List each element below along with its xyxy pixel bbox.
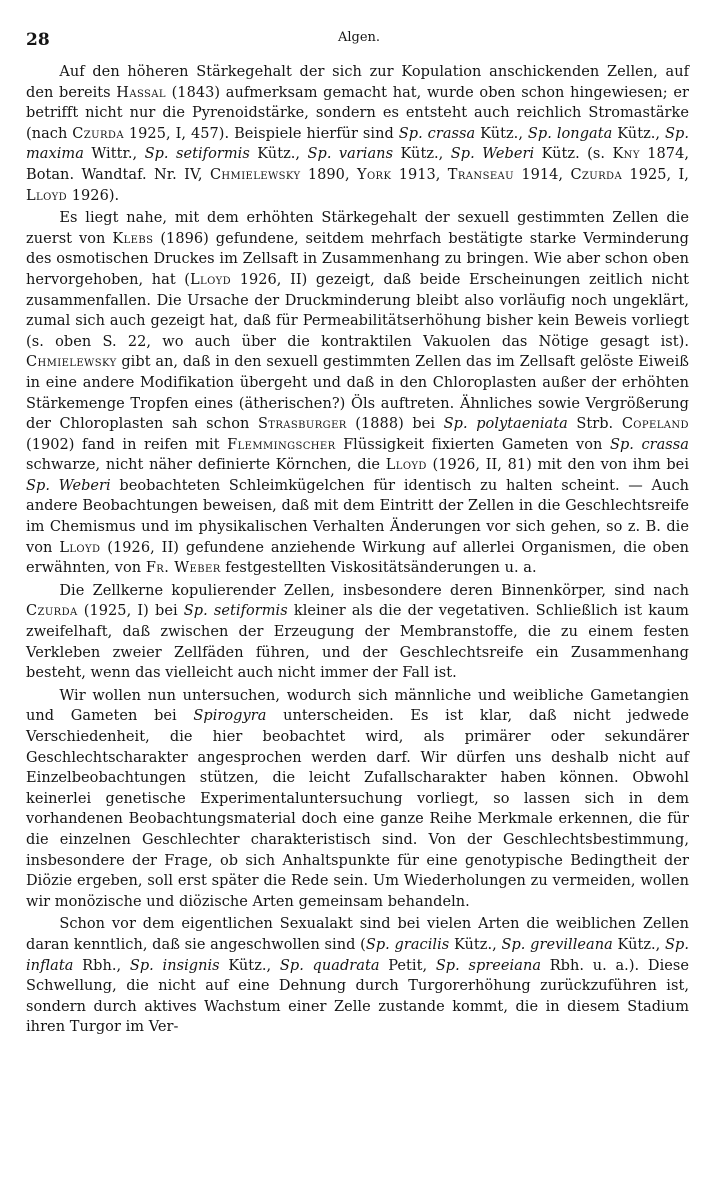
- text-run: 1925, I, 457). Beispiele hierfür sind: [123, 125, 399, 142]
- text-run: beobachteten Schleimkügelchen für identisch zu halten scheint. — Auch andere Beobachtungen beweisen, daß mit dem Eintritt der Zellen in die Geschlechtsreife im Chemismus und im physikalischen Verhalten Änderungen vor sich gehen, so z. B. die von: [26, 477, 690, 556]
- text-run: Rbh. u. a.). Diese Schwellung, die nicht auf eine Dehnung durch Turgorerhöhung zurückzuführen ist, sondern durch aktives Wachstum einer Zelle zustande kommt, die in diesem Stadium ihren Turgor im Ver-: [26, 957, 690, 1036]
- text-run: Kütz. (s.: [534, 146, 613, 163]
- species-name: Sp. insignis: [129, 957, 220, 974]
- paragraph-4: [26, 686, 689, 913]
- text-run: Wittr.,: [83, 146, 145, 163]
- species-name: Sp. crassa: [609, 436, 689, 453]
- text-run: 1925, I,: [622, 166, 689, 183]
- text-run: 1926).: [67, 187, 120, 204]
- species-name: Sp. setiformis: [144, 146, 250, 163]
- species-name: Sp. Weberi: [26, 477, 111, 494]
- author-name: Chmielewsky: [209, 166, 301, 183]
- author-name: Fr. Weber: [145, 560, 221, 577]
- species-name: Sp. longata: [527, 125, 613, 142]
- body-text: [26, 62, 689, 1038]
- text-run: 1913,: [391, 166, 448, 183]
- text-run: (1896) gefundene, seitdem mehrfach bestätigte starke Verminderung des osmotischen Druckes im Zellsaft in Zusammenhang zu bringen. Wie aber schon oben hervorgehoben, hat (: [26, 230, 689, 288]
- text-run: Kütz.,: [612, 125, 666, 142]
- author-name: Kny: [612, 146, 640, 163]
- author-name: Czurda: [26, 603, 78, 620]
- author-name: Lloyd: [26, 187, 68, 204]
- text-run: (1926, II, 81) mit den von ihm bei: [426, 457, 690, 474]
- text-run: Kütz.,: [393, 146, 451, 163]
- text-run: Schon vor dem eigentlichen Sexualakt sind bei vielen Arten die weiblichen Zellen daran kenntlich, daß sie angeschwollen sind (: [26, 916, 689, 953]
- author-name: Hassal: [116, 84, 166, 101]
- author-name: Flemmingscher: [227, 436, 336, 453]
- species-name: Sp. varians: [307, 146, 394, 163]
- text-run: Kütz.,: [475, 125, 528, 142]
- text-run: Kütz.,: [449, 936, 502, 953]
- text-run: (1888) bei: [346, 416, 444, 433]
- page-header: [26, 26, 692, 50]
- author-name: Transeau: [447, 166, 514, 183]
- text-run: (1926, II) gefundene anziehende Wirkung auf allerlei Organismen, die oben erwähnten, von: [26, 539, 689, 577]
- text-run: Rbh.,: [73, 957, 130, 974]
- text-run: (1925, I) bei: [77, 603, 184, 620]
- page-number: 28: [26, 30, 50, 50]
- author-name: Czurda: [570, 166, 623, 183]
- author-name: Chmielewsky: [26, 354, 117, 371]
- text-run: 1890,: [300, 166, 357, 183]
- author-name: York: [356, 166, 392, 183]
- species-name: Sp. setiformis: [183, 603, 288, 620]
- species-name: Sp. inflata: [26, 936, 690, 974]
- text-run: (1902) fand in reifen mit: [26, 436, 228, 453]
- text-run: gibt an, daß in den sexuell gestimmten Zellen das im Zellsaft gelöste Eiweiß in eine andere Modifikation übergeht und daß in den Chloroplasten außer der erhöhten Stärkemenge Tropfen eines (ätherischen?) Öls auftreten. Ähnliches sowie Vergrößerung der Chloroplasten sah schon: [26, 354, 689, 433]
- text-run: schwarze, nicht näher definierte Körnchen, die: [26, 457, 386, 474]
- species-name: Sp. maxima: [26, 125, 689, 163]
- species-name: Sp. spreeiana: [435, 957, 542, 974]
- author-name: Klebs: [112, 230, 154, 247]
- text-run: Wir wollen nun untersuchen, wodurch sich männliche und weibliche Gametangien und Gameten bei: [26, 687, 689, 725]
- paragraph-3: [26, 581, 689, 684]
- species-name: Spirogyra: [193, 708, 267, 725]
- running-title: Algen.: [337, 30, 381, 45]
- species-name: Sp. grevilleana: [501, 936, 613, 953]
- species-name: Sp. crassa: [398, 125, 476, 142]
- paragraph-2: [26, 208, 689, 579]
- author-name: Copeland: [621, 416, 689, 433]
- author-name: Lloyd: [190, 271, 232, 288]
- author-name: Lloyd: [385, 457, 427, 474]
- text-run: (1843) aufmerksam gemacht hat, wurde oben schon hingewiesen; er betrifft nicht nur die Pyrenoidstärke, sondern es entsteht auch reichlich Stromastärke (nach: [26, 84, 689, 142]
- species-name: Sp. polytaeniata: [443, 416, 568, 433]
- text-run: Kütz.,: [612, 936, 666, 953]
- species-name: Sp. Weberi: [450, 146, 535, 163]
- author-name: Strasburger: [257, 416, 347, 433]
- text-run: Kütz.,: [249, 146, 308, 163]
- paragraph-5: [26, 914, 689, 1038]
- text-run: Petit,: [379, 957, 436, 974]
- text-run: Die Zellkerne kopulierender Zellen, insbesondere deren Binnenkörper, sind nach: [59, 582, 689, 599]
- text-run: festgestellten Viskositätsänderungen u. a.: [220, 560, 537, 577]
- text-run: 1874, Botan. Wandtaf. Nr. IV,: [26, 146, 690, 183]
- text-run: Strb.: [567, 416, 622, 433]
- text-run: Kütz.,: [219, 957, 280, 974]
- text-run: Flüssigkeit fixierten Gameten von: [335, 436, 610, 453]
- text-run: Auf den höheren Stärkegehalt der sich zur Kopulation anschickenden Zellen, auf den bereits: [26, 64, 689, 101]
- author-name: Lloyd: [59, 539, 101, 556]
- text-run: kleiner als die der vegetativen. Schließlich ist kaum zweifelhaft, daß zwischen der Erzeugung der Membranstoffe, die zu einem festen Verkleben zweier Zellfäden führen, und der Geschlechtsreife ein Zusammenhang besteht, wenn das vielleicht auch nicht immer der Fall ist.: [26, 603, 689, 682]
- text-run: unterscheiden. Es ist klar, daß nicht jedwede Verschiedenheit, die hier beobachtet wird, als primärer oder sekundärer Geschlechtscharakter angesprochen werden darf. Wir dürfen uns deshalb nicht auf Einzelbeobachtungen stützen, die leicht Zufallscharakter haben können. Obwohl keinerlei genetische Experimentaluntersuchung vorliegt, so lassen sich in dem vorhandenen Beobachtungsmaterial doch eine ganze Reihe Merkmale erkennen, die für die einzelnen Geschlechter charakteristisch sind. Von der Geschlechtsbestimmung, insbesondere der Frage, ob sich Anhaltspunkte für eine genotypische Bedingtheit der Diözie ergeben, soll erst später die Rede sein. Um Wiederholungen zu vermeiden, wollen wir monözische und diözische Arten gemeinsam behandeln.: [26, 708, 689, 910]
- species-name: Sp. gracilis: [365, 936, 450, 953]
- text-run: 1914,: [513, 166, 571, 183]
- species-name: Sp. quadrata: [279, 957, 380, 974]
- text-run: 1926, II) gezeigt, daß beide Erscheinungen zeitlich nicht zusammenfallen. Die Ursache der Druckminderung bleibt also vorläufig noch ungeklärt, zumal sich auch gezeigt hat, daß für Permeabilitätserhöhung bisher kein Beweis vorliegt (s. oben S. 22, wo auch über die kontraktilen Vakuolen das Nötige gesagt ist).: [26, 271, 689, 350]
- author-name: Czurda: [72, 125, 124, 142]
- text-run: Es liegt nahe, mit dem erhöhten Stärkegehalt der sexuell gestimmten Zellen die zuerst von: [26, 210, 689, 247]
- paragraph-1: [26, 62, 689, 206]
